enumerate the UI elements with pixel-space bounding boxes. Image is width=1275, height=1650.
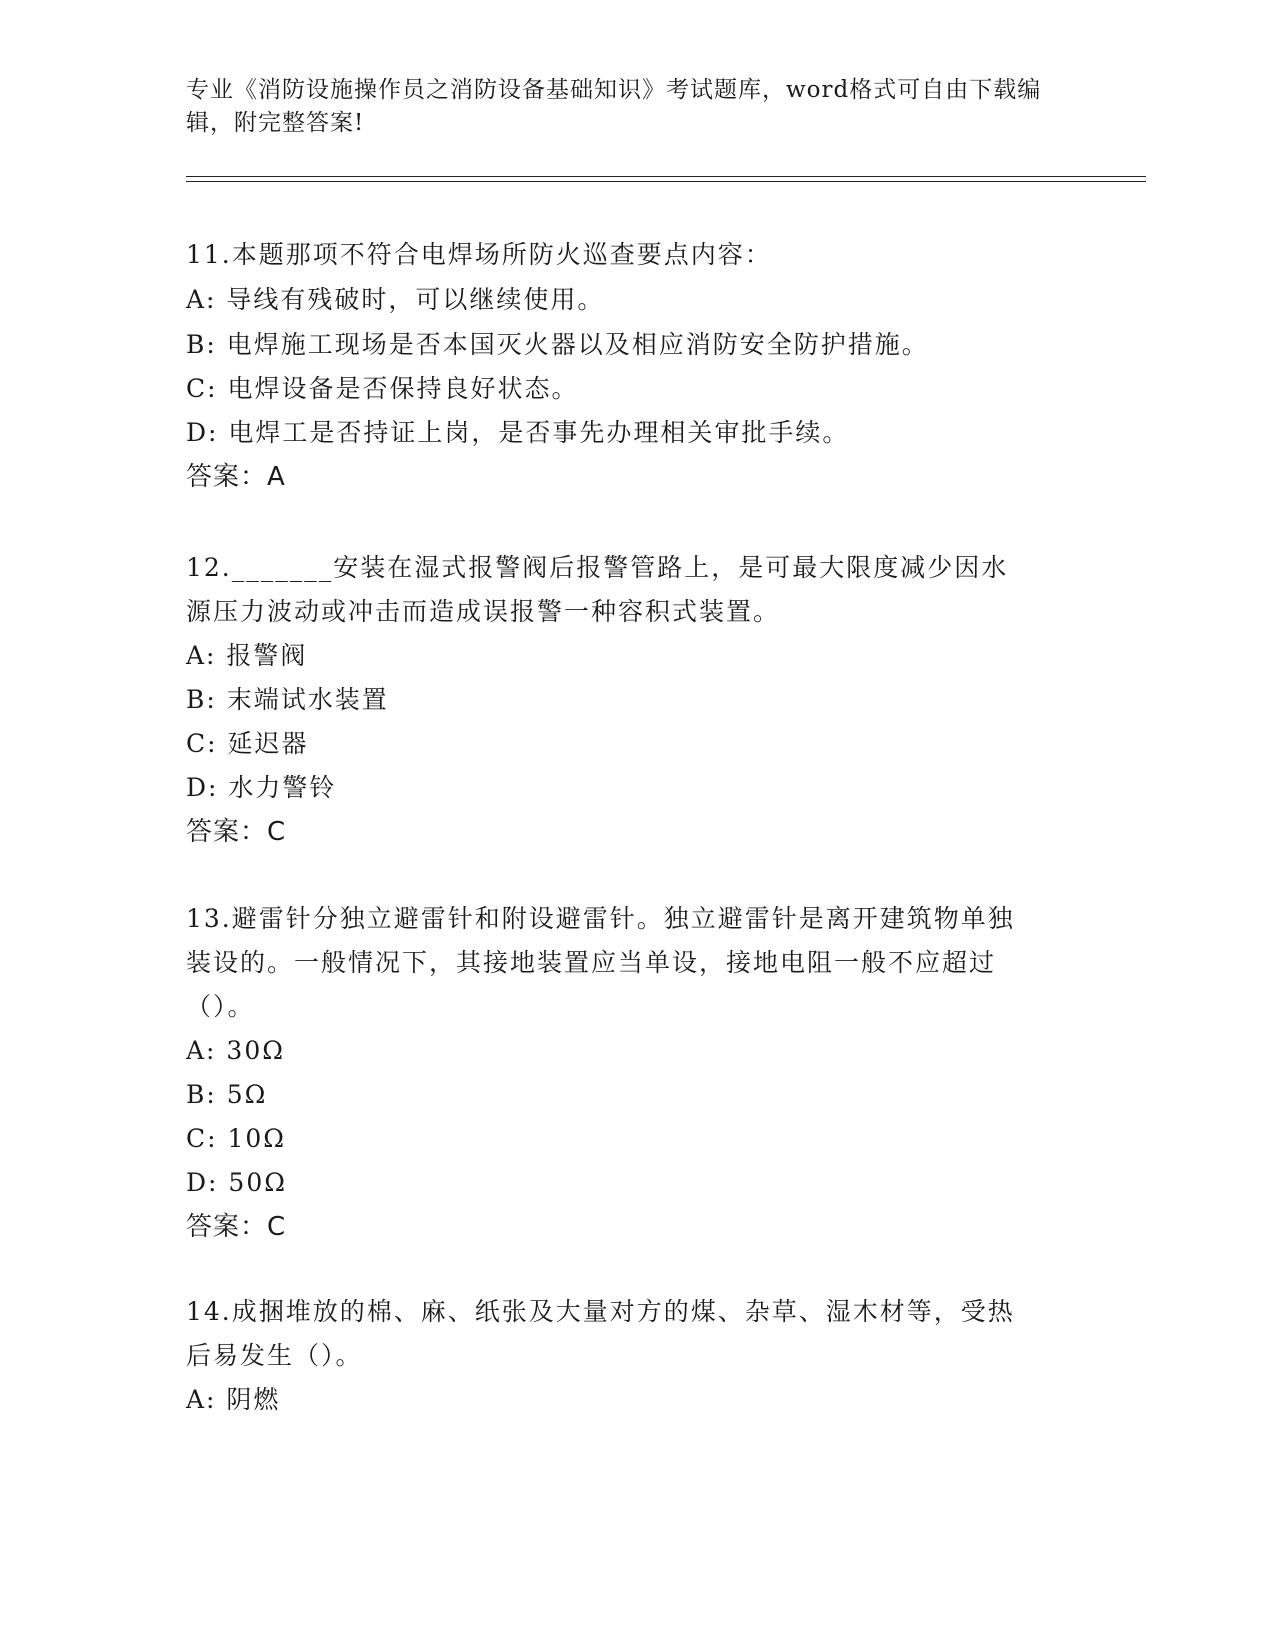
question-stem: 12._______安装在湿式报警阀后报警管路上，是可最大限度减少因水 [186,553,1009,582]
question-stem: 13.避雷针分独立避雷针和附设避雷针。独立避雷针是离开建筑物单独 [186,904,1015,933]
option-d: D: 水力警铃 [186,773,337,802]
answer: 答案：C [186,817,287,847]
answer: 答案：C [186,1212,287,1242]
option-c: C: 10Ω [186,1124,287,1153]
option-b: B: 电焊施工现场是否本国灭火器以及相应消防安全防护措施。 [186,330,929,359]
option-a: A: 阴燃 [186,1385,281,1414]
option-d: D: 50Ω [186,1168,287,1197]
question-stem: 源压力波动或冲击而造成误报警一种容积式装置。 [186,597,781,626]
question-stem: 11.本题那项不符合电焊场所防火巡查要点内容： [186,240,772,269]
header-divider-bottom [186,181,1146,182]
question-stem: 14.成捆堆放的棉、麻、纸张及大量对方的煤、杂草、湿木材等，受热 [186,1297,1015,1326]
option-b: B: 5Ω [186,1080,268,1109]
option-c: C: 延迟器 [186,729,309,758]
option-d: D: 电焊工是否持证上岗，是否事先办理相关审批手续。 [186,418,850,447]
option-a: A: 30Ω [186,1036,285,1065]
option-b: B: 末端试水装置 [186,685,389,714]
question-stem: 后易发生（）。 [186,1341,363,1370]
document-header [186,74,1066,140]
header-line-1: 专业《消防设施操作员之消防设备基础知识》考试题库，word格式可自由下载编 [186,77,1042,103]
question-stem: （）。 [186,992,255,1021]
answer: 答案：A [186,462,286,492]
header-divider-top [186,176,1146,177]
option-a: A: 报警阀 [186,641,308,670]
question-stem: 装设的。一般情况下，其接地装置应当单设，接地电阻一般不应超过 [186,948,997,977]
header-line-2: 辑，附完整答案! [186,110,365,136]
option-a: A: 导线有残破时，可以继续使用。 [186,285,605,314]
option-c: C: 电焊设备是否保持良好状态。 [186,374,579,403]
